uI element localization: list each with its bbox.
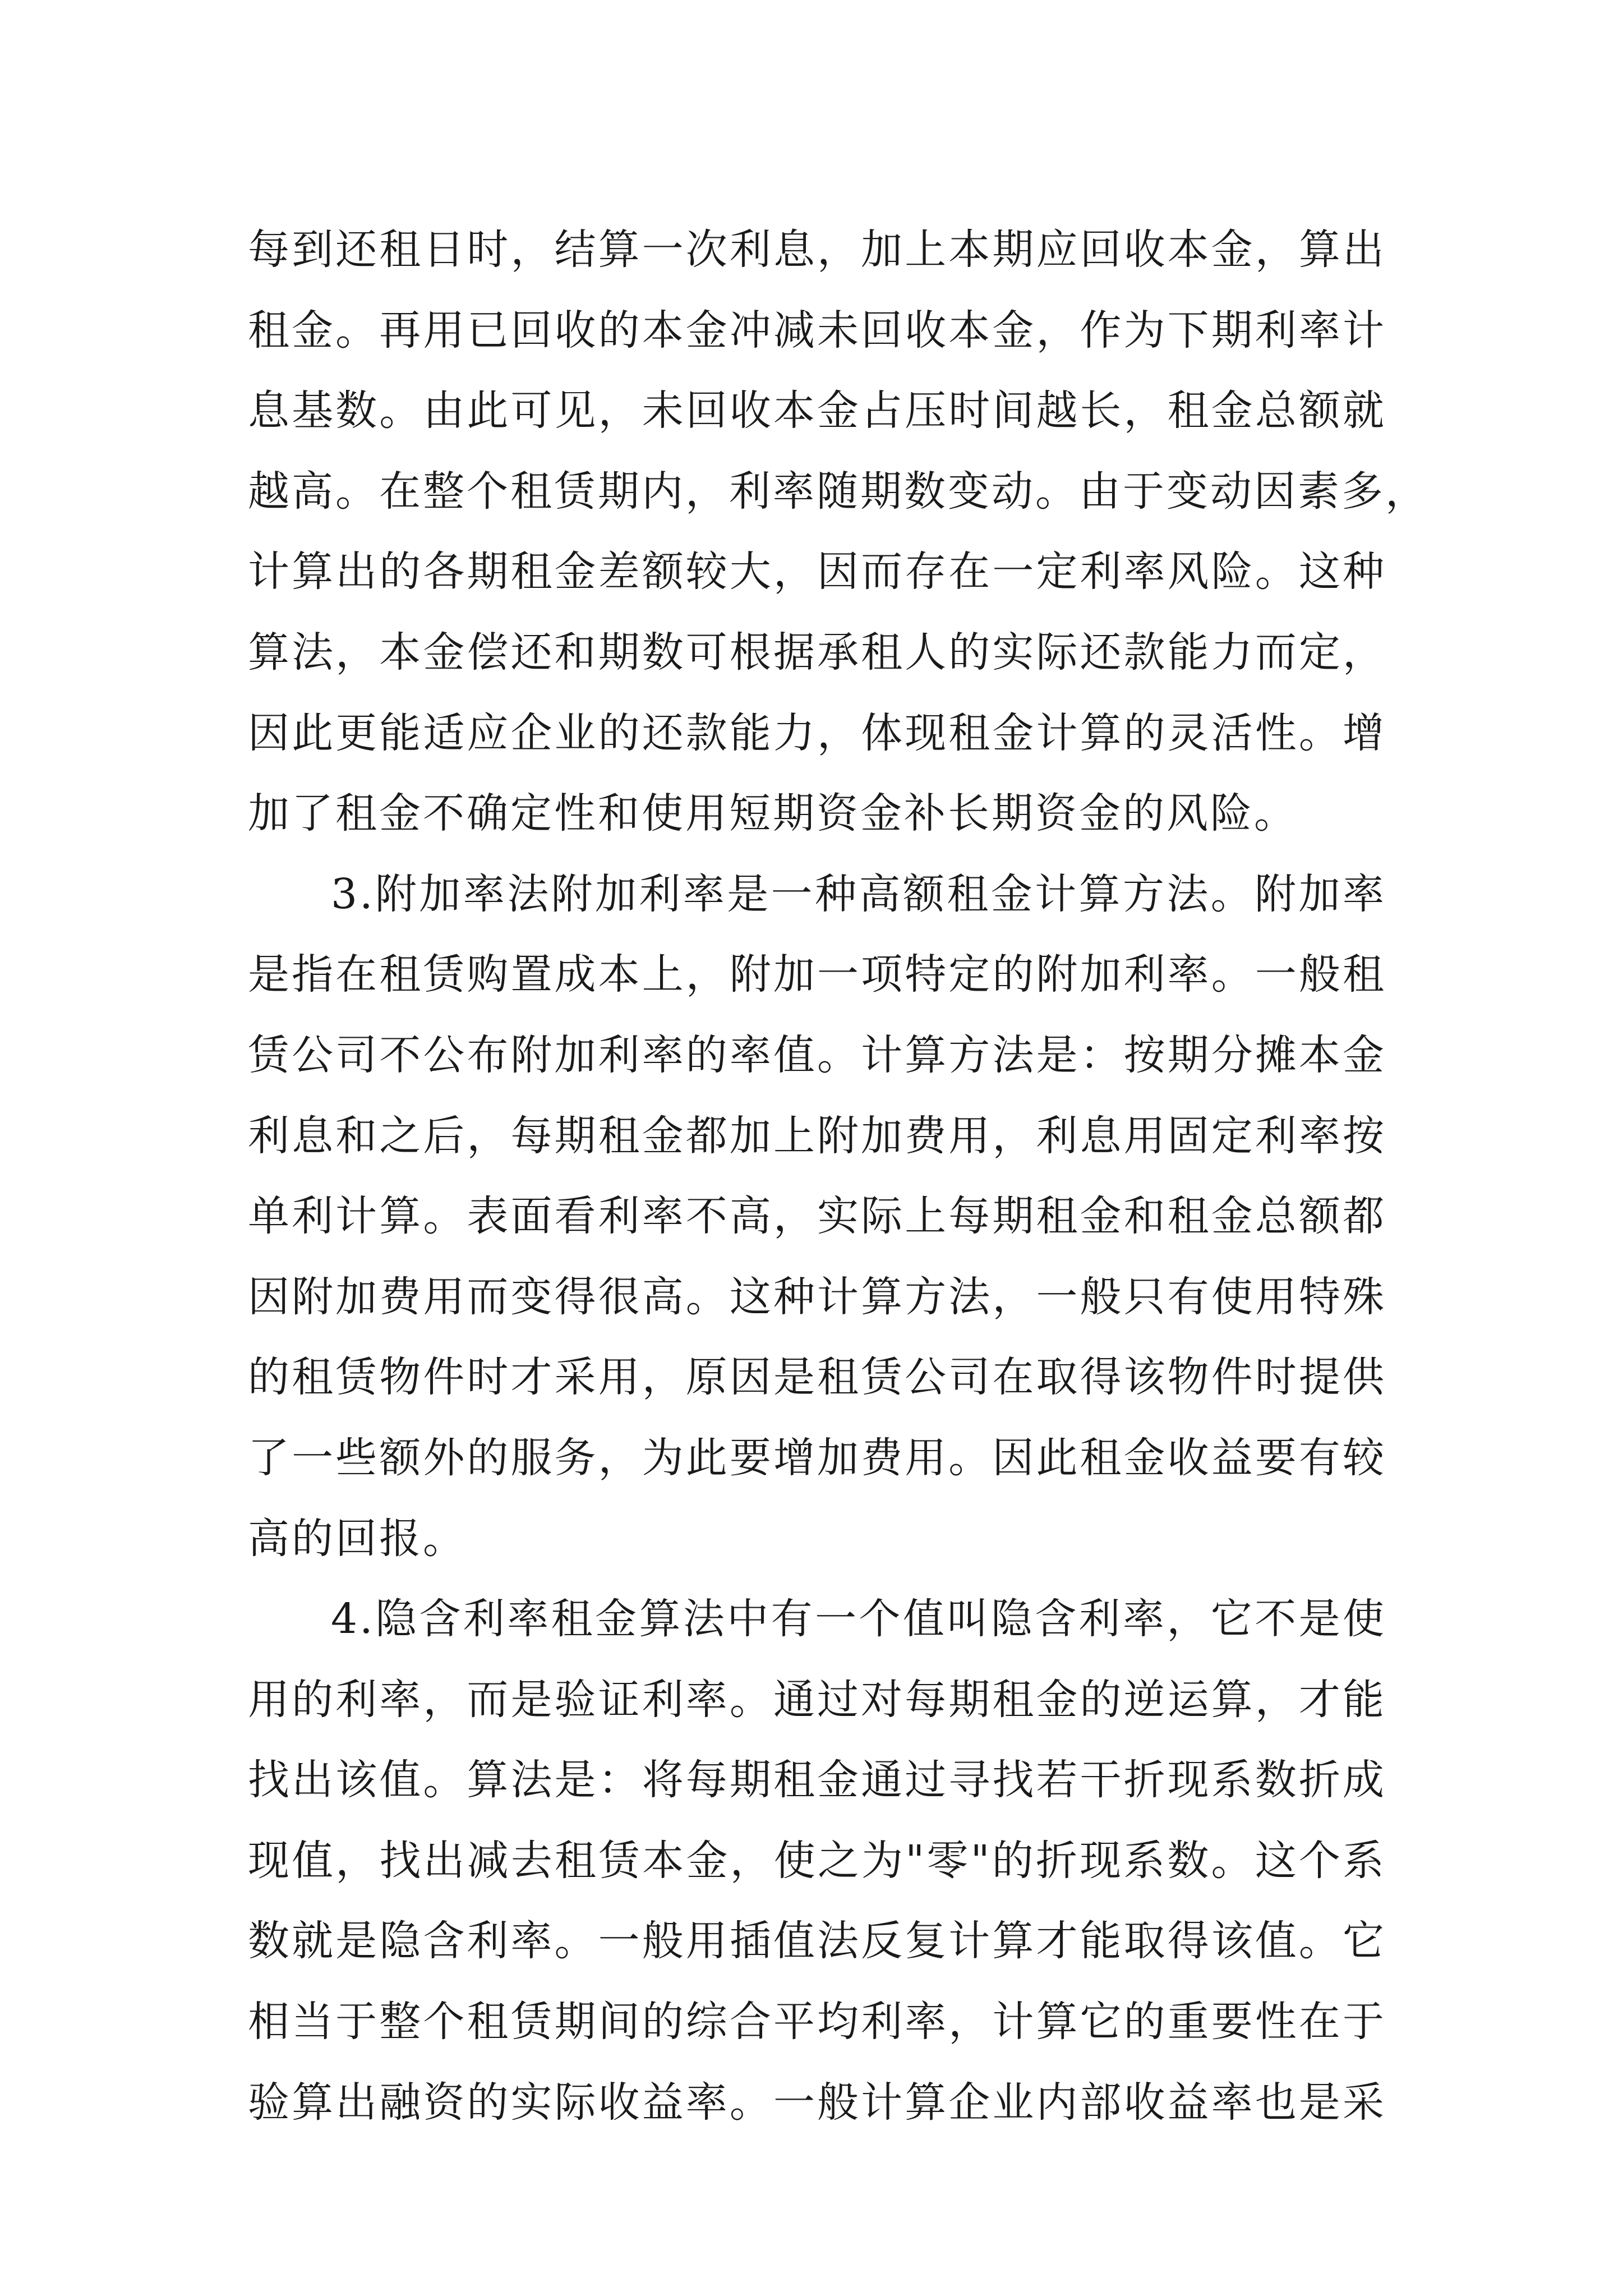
paragraph-3 — [248, 1579, 1386, 2143]
text-line: 因附加费用而变得很高。这种计算方法，一般只有使用特殊 — [248, 1272, 1386, 1321]
text-line: 用的利率，而是验证利率。通过对每期租金的逆运算，才能 — [248, 1675, 1386, 1724]
text-line: 3.附加率法附加利率是一种高额租金计算方法。附加率 — [331, 869, 1386, 918]
text-line: 数就是隐含利率。一般用插值法反复计算才能取得该值。它 — [248, 1917, 1386, 1966]
text-line: 赁公司不公布附加利率的率值。计算方法是：按期分摊本金 — [248, 1030, 1386, 1079]
body-text — [248, 210, 1429, 2143]
text-line: 4.隐含利率租金算法中有一个值叫隐含利率，它不是使 — [331, 1595, 1386, 1644]
paragraph-1 — [248, 210, 1429, 854]
text-line: 相当于整个租赁期间的综合平均利率，计算它的重要性在于 — [248, 1998, 1386, 2046]
paragraph-2 — [248, 854, 1386, 1579]
text-line: 算法，本金偿还和期数可根据承租人的实际还款能力而定， — [248, 628, 1386, 677]
text-line: 的租赁物件时才采用，原因是租赁公司在取得该物件时提供 — [248, 1353, 1386, 1402]
text-line: 计算出的各期租金差额较大，因而存在一定利率风险。这种 — [248, 547, 1386, 596]
text-line: 是指在租赁购置成本上，附加一项特定的附加利率。一般租 — [248, 950, 1386, 999]
text-line: 验算出融资的实际收益率。一般计算企业内部收益率也是采 — [248, 2078, 1386, 2127]
text-line: 利息和之后，每期租金都加上附加费用，利息用固定利率按 — [248, 1111, 1386, 1160]
text-line: 息基数。由此可见，未回收本金占压时间越长，租金总额就 — [248, 386, 1386, 435]
text-line: 高的回报。 — [248, 1514, 467, 1563]
text-line: 越高。在整个租赁期内，利率随期数变动。由于变动因素多， — [248, 467, 1429, 516]
text-line: 每到还租日时，结算一次利息，加上本期应回收本金，算出 — [248, 226, 1386, 274]
text-line: 单利计算。表面看利率不高，实际上每期租金和租金总额都 — [248, 1192, 1386, 1241]
text-line: 现值，找出减去租赁本金，使之为"零"的折现系数。这个系 — [248, 1836, 1386, 1885]
text-line: 租金。再用已回收的本金冲减未回收本金，作为下期利率计 — [248, 306, 1386, 355]
text-line: 找出该值。算法是：将每期租金通过寻找若干折现系数折成 — [248, 1756, 1386, 1805]
text-line: 了一些额外的服务，为此要增加费用。因此租金收益要有较 — [248, 1433, 1386, 1482]
text-line: 因此更能适应企业的还款能力，体现租金计算的灵活性。增 — [248, 708, 1386, 757]
text-line: 加了租金不确定性和使用短期资金补长期资金的风险。 — [248, 789, 1298, 838]
